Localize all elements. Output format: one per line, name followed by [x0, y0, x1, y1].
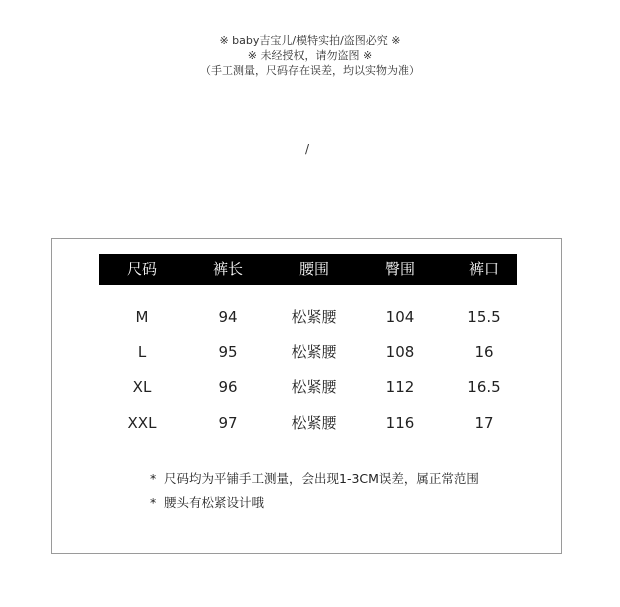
cell-leg-opening: 15.5	[467, 308, 501, 326]
divider-slash: /	[305, 142, 310, 156]
header-hip: 臀围	[384, 260, 415, 278]
cell-hip: 116	[385, 414, 415, 432]
cell-leg-opening: 17	[474, 414, 494, 432]
note-text: 尺码均为平铺手工测量，会出现1-3CM误差，属正常范围	[164, 471, 479, 486]
copyright-notice-line-2: ※ 未经授权，请勿盗图 ※	[247, 49, 373, 62]
cell-size: M	[135, 308, 149, 326]
cell-waist: 松紧腰	[291, 308, 337, 326]
header-leg-opening: 裤口	[468, 260, 499, 278]
cell-size: XL	[132, 378, 152, 396]
cell-leg-opening: 16	[474, 343, 494, 361]
cell-waist: 松紧腰	[291, 343, 337, 361]
cell-leg-opening: 16.5	[467, 378, 501, 396]
copyright-notice-line-1: ※ baby吉宝儿/模特实拍/盗图必究 ※	[219, 34, 401, 47]
cell-hip: 112	[385, 378, 415, 396]
cell-waist: 松紧腰	[291, 414, 337, 432]
note-measurement-error	[150, 471, 479, 487]
note-text: 腰头有松紧设计哦	[164, 495, 265, 510]
header-size: 尺码	[126, 260, 157, 278]
cell-length: 96	[218, 378, 238, 396]
header-waist: 腰围	[298, 260, 329, 278]
cell-waist: 松紧腰	[291, 378, 337, 396]
cell-hip: 108	[385, 343, 415, 361]
cell-size: XXL	[127, 414, 157, 432]
measurement-disclaimer: （手工测量，尺码存在误差，均以实物为准）	[200, 64, 420, 77]
table-header	[99, 254, 517, 285]
cell-length: 95	[218, 343, 238, 361]
cell-length: 94	[218, 308, 238, 326]
cell-size: L	[137, 343, 147, 361]
cell-hip: 104	[385, 308, 415, 326]
header-length: 裤长	[212, 260, 243, 278]
size-chart-panel	[51, 238, 562, 554]
cell-length: 97	[218, 414, 238, 432]
note-bullet: *	[150, 471, 157, 486]
note-bullet: *	[150, 495, 157, 510]
note-elastic-waist	[150, 495, 264, 511]
